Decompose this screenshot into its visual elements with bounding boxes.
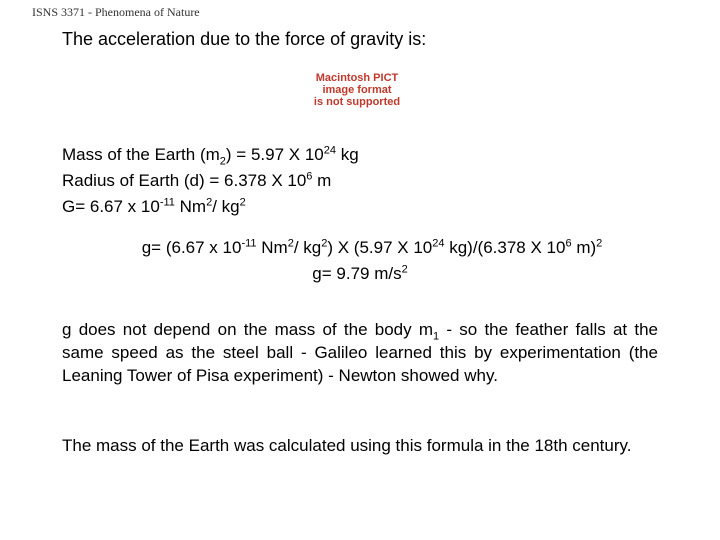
unsupported-image-placeholder — [300, 72, 414, 108]
constants-list — [62, 142, 359, 220]
placeholder-line-1: Macintosh PICT — [315, 72, 399, 84]
placeholder-line-3: is not supported — [313, 96, 401, 108]
earth-mass-paragraph: The mass of the Earth was calculated using this formula in the 18th century. — [62, 436, 632, 455]
gravity-equation: g= (6.67 x $10^{-11}$ Nm$^2$/ $kg^2$) X (5.97 X $10^{24}$ kg)/(6.378 X $10^6$ m)$^2$ — [141, 237, 603, 257]
explanation-paragraph: g does not depend on the mass of the body $m_1$ - so the feather falls at the same speed as the steel ball - Galileo learned this by experimentation (the Leaning Tower of Pisa experiment) - Newton showed why. — [62, 320, 658, 385]
earth-radius-line: Radius of Earth (d) = 6.378 X $10^6$ m — [62, 170, 332, 190]
gravity-result: g= 9.79 $m/s^2$ — [312, 263, 408, 283]
course-header: ISNS 3371 - Phenomena of Nature — [32, 5, 200, 19]
slide-title: The acceleration due to the force of gravity is: — [62, 29, 427, 49]
earth-mass-line: Mass of the Earth $(m_2) = 5.97$ X $10^{24}$ kg — [62, 144, 359, 168]
gravitational-constant-line: G= 6.67 x $10^{-11}$ Nm$^2$/ $kg^2$ — [62, 196, 246, 216]
placeholder-line-2: image format — [322, 84, 392, 96]
